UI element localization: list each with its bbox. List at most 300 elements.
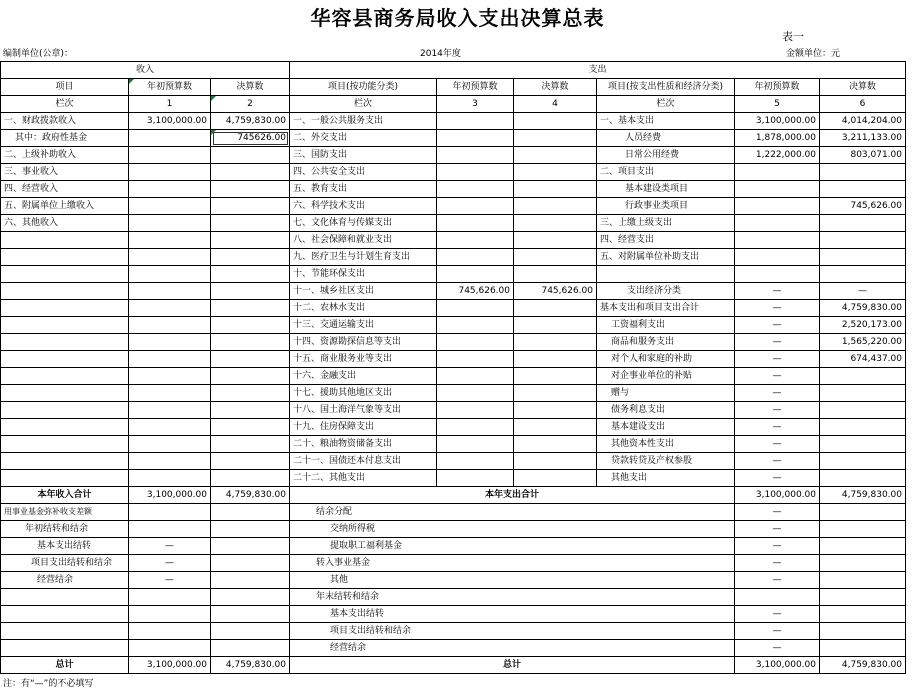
econ-budget-cell[interactable]: —: [735, 453, 820, 470]
income-budget-cell[interactable]: [129, 147, 211, 164]
income-item-cell[interactable]: 其中：政府性基金: [1, 130, 129, 147]
income-budget-cell[interactable]: [129, 164, 211, 181]
func-final-cell[interactable]: [514, 147, 597, 164]
expense-item-cell[interactable]: 年末结转和结余: [290, 589, 735, 606]
func-final-cell[interactable]: [514, 453, 597, 470]
income-budget-cell[interactable]: [129, 589, 211, 606]
table-row: [1, 453, 906, 470]
expense-final-cell[interactable]: [820, 589, 906, 606]
table-row: [1, 402, 906, 419]
func-budget-cell[interactable]: 745,626.00: [437, 283, 514, 300]
econ-expense-item-cell[interactable]: 对个人和家庭的补助: [597, 351, 735, 368]
income-final-cell[interactable]: [211, 504, 290, 521]
func-final-cell[interactable]: [514, 249, 597, 266]
expense-total-final[interactable]: 4,759,830.00: [820, 487, 906, 504]
econ-budget-cell[interactable]: —: [735, 402, 820, 419]
income-final-cell[interactable]: [211, 589, 290, 606]
econ-final-cell[interactable]: [820, 232, 906, 249]
expense-budget-cell[interactable]: —: [735, 572, 820, 589]
income-final-cell[interactable]: [211, 623, 290, 640]
unit-label: 编制单位(公章)：: [3, 49, 74, 59]
income-budget-cell[interactable]: [129, 266, 211, 283]
grand-total-label[interactable]: 总计: [290, 657, 735, 674]
expense-final-cell[interactable]: [820, 538, 906, 555]
func-expense-item-cell[interactable]: 七、文化体育与传媒支出: [290, 215, 437, 232]
func-budget-cell[interactable]: [437, 164, 514, 181]
income-item-cell[interactable]: 三、事业收入: [1, 164, 129, 181]
income-budget-cell[interactable]: [129, 436, 211, 453]
func-budget-cell[interactable]: [437, 402, 514, 419]
income-item-cell[interactable]: [1, 419, 129, 436]
func-final-cell[interactable]: [514, 470, 597, 487]
col-budget-header[interactable]: 年初预算数: [129, 79, 211, 96]
func-expense-item-cell[interactable]: 六、科学技术支出: [290, 198, 437, 215]
row-no-label[interactable]: 栏次: [290, 96, 437, 113]
econ-expense-item-cell[interactable]: 五、对附属单位补助支出: [597, 249, 735, 266]
income-final-cell[interactable]: [211, 198, 290, 215]
func-budget-cell[interactable]: [437, 470, 514, 487]
col-econ-item-header[interactable]: 项目(按支出性质和经济分类): [597, 79, 735, 96]
func-budget-cell[interactable]: [437, 334, 514, 351]
income-item-cell[interactable]: 经营结余: [1, 572, 129, 589]
func-expense-item-cell[interactable]: 二十二、其他支出: [290, 470, 437, 487]
income-item-cell[interactable]: [1, 249, 129, 266]
col-number[interactable]: 1: [129, 96, 211, 113]
expense-final-cell[interactable]: [820, 572, 906, 589]
grand-total-expense-budget[interactable]: 3,100,000.00: [735, 657, 820, 674]
func-expense-item-cell[interactable]: 十五、商业服务业等支出: [290, 351, 437, 368]
grand-total-expense-final[interactable]: 4,759,830.00: [820, 657, 906, 674]
grand-total-income-final[interactable]: 4,759,830.00: [211, 657, 290, 674]
col-number[interactable]: 5: [735, 96, 820, 113]
expense-budget-cell[interactable]: —: [735, 504, 820, 521]
expense-item-cell[interactable]: 结余分配: [290, 504, 735, 521]
expense-item-cell[interactable]: 其他: [290, 572, 735, 589]
econ-expense-item-cell[interactable]: 商品和服务支出: [597, 334, 735, 351]
income-final-cell[interactable]: [211, 572, 290, 589]
econ-budget-cell[interactable]: [735, 249, 820, 266]
func-budget-cell[interactable]: [437, 266, 514, 283]
func-expense-item-cell[interactable]: 十一、城乡社区支出: [290, 283, 437, 300]
income-item-cell[interactable]: [1, 623, 129, 640]
col-number[interactable]: 2: [211, 96, 290, 113]
econ-final-cell[interactable]: —: [820, 283, 906, 300]
econ-final-cell[interactable]: [820, 215, 906, 232]
func-expense-item-cell[interactable]: 十九、住房保障支出: [290, 419, 437, 436]
econ-budget-cell[interactable]: 3,100,000.00: [735, 113, 820, 130]
econ-budget-cell[interactable]: [735, 181, 820, 198]
econ-expense-item-cell[interactable]: 赠与: [597, 385, 735, 402]
grand-total-label[interactable]: 总计: [1, 657, 129, 674]
func-final-cell[interactable]: [514, 419, 597, 436]
func-expense-item-cell[interactable]: 十八、国土海洋气象等支出: [290, 402, 437, 419]
income-final-cell[interactable]: [211, 453, 290, 470]
func-final-cell[interactable]: [514, 436, 597, 453]
income-final-cell[interactable]: 4,759,830.00: [211, 113, 290, 130]
econ-expense-item-cell[interactable]: 基本支出和项目支出合计: [597, 300, 735, 317]
func-budget-cell[interactable]: [437, 351, 514, 368]
econ-final-cell[interactable]: [820, 368, 906, 385]
econ-expense-item-cell[interactable]: 其他资本性支出: [597, 436, 735, 453]
income-budget-cell[interactable]: —: [129, 538, 211, 555]
expense-item-cell[interactable]: 交纳所得税: [290, 521, 735, 538]
income-item-cell[interactable]: 二、上级补助收入: [1, 147, 129, 164]
econ-expense-item-cell[interactable]: 四、经营支出: [597, 232, 735, 249]
func-budget-cell[interactable]: [437, 300, 514, 317]
func-budget-cell[interactable]: [437, 181, 514, 198]
income-final-cell[interactable]: [211, 300, 290, 317]
econ-final-cell[interactable]: [820, 402, 906, 419]
expense-final-cell[interactable]: [820, 555, 906, 572]
func-final-cell[interactable]: [514, 198, 597, 215]
income-budget-cell[interactable]: 3,100,000.00: [129, 113, 211, 130]
income-final-cell[interactable]: [211, 317, 290, 334]
table-row: [1, 334, 906, 351]
expense-final-cell[interactable]: [820, 521, 906, 538]
func-final-cell[interactable]: [514, 232, 597, 249]
income-final-cell[interactable]: [211, 249, 290, 266]
income-budget-cell[interactable]: [129, 283, 211, 300]
func-final-cell[interactable]: 745,626.00: [514, 283, 597, 300]
income-item-cell[interactable]: [1, 402, 129, 419]
econ-expense-item-cell[interactable]: 债务利息支出: [597, 402, 735, 419]
econ-final-cell[interactable]: 1,565,220.00: [820, 334, 906, 351]
func-expense-item-cell[interactable]: 十二、农林水支出: [290, 300, 437, 317]
income-final-cell[interactable]: [211, 147, 290, 164]
income-item-cell[interactable]: [1, 266, 129, 283]
col-budget-header[interactable]: 年初预算数: [437, 79, 514, 96]
func-final-cell[interactable]: [514, 317, 597, 334]
func-final-cell[interactable]: [514, 266, 597, 283]
expense-budget-cell[interactable]: —: [735, 623, 820, 640]
col-final-header[interactable]: 决算数: [820, 79, 906, 96]
expense-budget-cell[interactable]: —: [735, 640, 820, 657]
func-expense-item-cell[interactable]: 九、医疗卫生与计划生育支出: [290, 249, 437, 266]
func-expense-item-cell[interactable]: 十三、交通运输支出: [290, 317, 437, 334]
income-budget-cell[interactable]: [129, 368, 211, 385]
econ-final-cell[interactable]: [820, 181, 906, 198]
econ-expense-item-cell[interactable]: 人员经费: [597, 130, 735, 147]
econ-budget-cell[interactable]: —: [735, 351, 820, 368]
func-expense-item-cell[interactable]: 十、节能环保支出: [290, 266, 437, 283]
econ-expense-item-cell[interactable]: 三、上缴上级支出: [597, 215, 735, 232]
row-no-label[interactable]: 栏次: [1, 96, 129, 113]
income-budget-cell[interactable]: [129, 232, 211, 249]
expense-final-cell[interactable]: [820, 640, 906, 657]
econ-expense-item-cell[interactable]: 二、项目支出: [597, 164, 735, 181]
income-item-cell[interactable]: [1, 385, 129, 402]
table-row: [1, 147, 906, 164]
econ-final-cell[interactable]: [820, 164, 906, 181]
income-budget-cell[interactable]: [129, 334, 211, 351]
income-budget-cell[interactable]: —: [129, 555, 211, 572]
econ-final-cell[interactable]: [820, 419, 906, 436]
func-expense-item-cell[interactable]: 十七、援助其他地区支出: [290, 385, 437, 402]
econ-budget-cell[interactable]: —: [735, 317, 820, 334]
func-expense-item-cell[interactable]: 四、公共安全支出: [290, 164, 437, 181]
income-budget-cell[interactable]: [129, 385, 211, 402]
income-final-cell[interactable]: 745626.00: [211, 130, 290, 147]
econ-final-cell[interactable]: 4,014,204.00: [820, 113, 906, 130]
table-row: [1, 249, 906, 266]
grand-total-income-budget[interactable]: 3,100,000.00: [129, 657, 211, 674]
income-total-budget[interactable]: 3,100,000.00: [129, 487, 211, 504]
econ-expense-item-cell[interactable]: 行政事业类项目: [597, 198, 735, 215]
func-expense-item-cell[interactable]: 三、国防支出: [290, 147, 437, 164]
income-budget-cell[interactable]: [129, 606, 211, 623]
econ-budget-cell[interactable]: —: [735, 470, 820, 487]
econ-final-cell[interactable]: 803,071.00: [820, 147, 906, 164]
income-budget-cell[interactable]: [129, 317, 211, 334]
table-row: [1, 266, 906, 283]
expense-item-cell[interactable]: 提取职工福利基金: [290, 538, 735, 555]
income-item-cell[interactable]: 基本支出结转: [1, 538, 129, 555]
expense-item-cell[interactable]: 转入事业基金: [290, 555, 735, 572]
func-expense-item-cell[interactable]: 十四、资源勘探信息等支出: [290, 334, 437, 351]
col-final-header[interactable]: 决算数: [514, 79, 597, 96]
func-budget-cell[interactable]: [437, 249, 514, 266]
econ-expense-item-cell[interactable]: 一、基本支出: [597, 113, 735, 130]
income-item-cell[interactable]: [1, 351, 129, 368]
income-final-cell[interactable]: [211, 266, 290, 283]
income-final-cell[interactable]: [211, 402, 290, 419]
table-row: [1, 351, 906, 368]
col-budget-header[interactable]: 年初预算数: [735, 79, 820, 96]
col-item-header[interactable]: 项目: [1, 79, 129, 96]
func-budget-cell[interactable]: [437, 453, 514, 470]
func-expense-item-cell[interactable]: 二、外交支出: [290, 130, 437, 147]
expense-final-cell[interactable]: [820, 606, 906, 623]
func-budget-cell[interactable]: [437, 368, 514, 385]
econ-budget-cell[interactable]: [735, 215, 820, 232]
econ-expense-item-cell[interactable]: 基本建设支出: [597, 419, 735, 436]
func-expense-item-cell[interactable]: 二十、粮油物资储备支出: [290, 436, 437, 453]
income-item-cell[interactable]: [1, 283, 129, 300]
expense-budget-cell[interactable]: [735, 589, 820, 606]
income-final-cell[interactable]: [211, 470, 290, 487]
econ-final-cell[interactable]: [820, 385, 906, 402]
expense-budget-cell[interactable]: —: [735, 538, 820, 555]
income-item-cell[interactable]: 项目支出结转和结余: [1, 555, 129, 572]
income-total-final[interactable]: 4,759,830.00: [211, 487, 290, 504]
income-item-cell[interactable]: 六、其他收入: [1, 215, 129, 232]
income-budget-cell[interactable]: [129, 470, 211, 487]
econ-budget-cell[interactable]: —: [735, 283, 820, 300]
econ-final-cell[interactable]: 674,437.00: [820, 351, 906, 368]
income-budget-cell[interactable]: [129, 351, 211, 368]
func-budget-cell[interactable]: [437, 198, 514, 215]
income-budget-cell[interactable]: [129, 130, 211, 147]
func-final-cell[interactable]: [514, 402, 597, 419]
econ-expense-item-cell[interactable]: 日常公用经费: [597, 147, 735, 164]
income-item-cell[interactable]: [1, 640, 129, 657]
func-budget-cell[interactable]: [437, 436, 514, 453]
expense-budget-cell[interactable]: —: [735, 521, 820, 538]
expense-item-cell[interactable]: 基本支出结转: [290, 606, 735, 623]
income-item-cell[interactable]: [1, 334, 129, 351]
func-budget-cell[interactable]: [437, 215, 514, 232]
func-final-cell[interactable]: [514, 130, 597, 147]
table-row: [1, 164, 906, 181]
func-final-cell[interactable]: [514, 385, 597, 402]
func-budget-cell[interactable]: [437, 147, 514, 164]
income-final-cell[interactable]: [211, 385, 290, 402]
func-expense-item-cell[interactable]: 八、社会保障和就业支出: [290, 232, 437, 249]
expense-final-cell[interactable]: [820, 504, 906, 521]
income-item-cell[interactable]: [1, 453, 129, 470]
func-final-cell[interactable]: [514, 215, 597, 232]
income-item-cell[interactable]: 四、经营收入: [1, 181, 129, 198]
func-budget-cell[interactable]: [437, 385, 514, 402]
income-item-cell[interactable]: 五、附属单位上缴收入: [1, 198, 129, 215]
econ-expense-item-cell[interactable]: 基本建设类项目: [597, 181, 735, 198]
income-item-cell[interactable]: [1, 589, 129, 606]
econ-budget-cell[interactable]: 1,878,000.00: [735, 130, 820, 147]
econ-final-cell[interactable]: [820, 453, 906, 470]
income-budget-cell[interactable]: [129, 623, 211, 640]
econ-budget-cell[interactable]: —: [735, 419, 820, 436]
func-budget-cell[interactable]: [437, 113, 514, 130]
econ-expense-item-cell[interactable]: 支出经济分类: [597, 283, 735, 300]
income-budget-cell[interactable]: [129, 215, 211, 232]
econ-expense-item-cell[interactable]: 贷款转贷及产权参股: [597, 453, 735, 470]
func-budget-cell[interactable]: [437, 419, 514, 436]
income-budget-cell[interactable]: [129, 504, 211, 521]
income-item-cell[interactable]: [1, 436, 129, 453]
econ-budget-cell[interactable]: —: [735, 300, 820, 317]
econ-budget-cell[interactable]: [735, 198, 820, 215]
table-row: [1, 436, 906, 453]
func-expense-item-cell[interactable]: 一、一般公共服务支出: [290, 113, 437, 130]
econ-budget-cell[interactable]: —: [735, 334, 820, 351]
income-budget-cell[interactable]: [129, 640, 211, 657]
func-final-cell[interactable]: [514, 368, 597, 385]
income-budget-cell[interactable]: [129, 198, 211, 215]
econ-budget-cell[interactable]: [735, 164, 820, 181]
table-row: [1, 470, 906, 487]
econ-budget-cell[interactable]: —: [735, 368, 820, 385]
income-budget-cell[interactable]: [129, 181, 211, 198]
func-expense-item-cell[interactable]: 五、教育支出: [290, 181, 437, 198]
income-final-cell[interactable]: [211, 351, 290, 368]
income-final-cell[interactable]: [211, 521, 290, 538]
income-budget-cell[interactable]: [129, 521, 211, 538]
econ-budget-cell[interactable]: —: [735, 385, 820, 402]
table-row: [1, 504, 906, 521]
expense-budget-cell[interactable]: —: [735, 555, 820, 572]
income-total-label[interactable]: 本年收入合计: [1, 487, 129, 504]
income-final-cell[interactable]: [211, 606, 290, 623]
expense-total-budget[interactable]: 3,100,000.00: [735, 487, 820, 504]
income-final-cell[interactable]: [211, 283, 290, 300]
table-row: [1, 623, 906, 640]
expense-item-cell[interactable]: 项目支出结转和结余: [290, 623, 735, 640]
income-budget-cell[interactable]: [129, 402, 211, 419]
func-budget-cell[interactable]: [437, 317, 514, 334]
expense-item-cell[interactable]: 经营结余: [290, 640, 735, 657]
expense-final-cell[interactable]: [820, 623, 906, 640]
func-expense-item-cell[interactable]: 十六、金融支出: [290, 368, 437, 385]
row-number-row: [1, 96, 906, 113]
func-budget-cell[interactable]: [437, 130, 514, 147]
func-final-cell[interactable]: [514, 181, 597, 198]
expense-section-header[interactable]: 支出: [290, 62, 906, 79]
func-final-cell[interactable]: [514, 334, 597, 351]
income-item-cell[interactable]: [1, 300, 129, 317]
econ-budget-cell[interactable]: 1,222,000.00: [735, 147, 820, 164]
econ-expense-item-cell[interactable]: 工资福利支出: [597, 317, 735, 334]
income-budget-cell[interactable]: [129, 300, 211, 317]
func-final-cell[interactable]: [514, 113, 597, 130]
econ-final-cell[interactable]: [820, 470, 906, 487]
func-final-cell[interactable]: [514, 164, 597, 181]
income-final-cell[interactable]: [211, 334, 290, 351]
func-expense-item-cell[interactable]: 二十一、国债还本付息支出: [290, 453, 437, 470]
income-final-cell[interactable]: [211, 232, 290, 249]
income-item-cell[interactable]: 用事业基金弥补收支差额: [1, 504, 129, 521]
expense-budget-cell[interactable]: —: [735, 606, 820, 623]
income-item-cell[interactable]: [1, 470, 129, 487]
income-final-cell[interactable]: [211, 555, 290, 572]
income-item-cell[interactable]: [1, 368, 129, 385]
row-no-label[interactable]: 栏次: [597, 96, 735, 113]
income-section-header[interactable]: 收入: [1, 62, 290, 79]
income-final-cell[interactable]: [211, 368, 290, 385]
col-number[interactable]: 6: [820, 96, 906, 113]
income-budget-cell[interactable]: [129, 453, 211, 470]
table-row: [1, 521, 906, 538]
income-final-cell[interactable]: [211, 640, 290, 657]
econ-final-cell[interactable]: [820, 249, 906, 266]
econ-final-cell[interactable]: [820, 266, 906, 283]
income-budget-cell[interactable]: [129, 419, 211, 436]
func-final-cell[interactable]: [514, 300, 597, 317]
expense-total-label[interactable]: 本年支出合计: [290, 487, 735, 504]
income-final-cell[interactable]: [211, 164, 290, 181]
econ-final-cell[interactable]: 4,759,830.00: [820, 300, 906, 317]
income-final-cell[interactable]: [211, 419, 290, 436]
income-item-cell[interactable]: [1, 606, 129, 623]
income-budget-cell[interactable]: —: [129, 572, 211, 589]
income-final-cell[interactable]: [211, 538, 290, 555]
col-func-item-header[interactable]: 项目(按功能分类): [290, 79, 437, 96]
income-item-cell[interactable]: 一、财政拨款收入: [1, 113, 129, 130]
func-final-cell[interactable]: [514, 351, 597, 368]
econ-budget-cell[interactable]: —: [735, 436, 820, 453]
col-number[interactable]: 4: [514, 96, 597, 113]
func-budget-cell[interactable]: [437, 232, 514, 249]
econ-final-cell[interactable]: 3,211,133.00: [820, 130, 906, 147]
income-budget-cell[interactable]: [129, 249, 211, 266]
income-final-cell[interactable]: [211, 181, 290, 198]
econ-budget-cell[interactable]: [735, 266, 820, 283]
income-item-cell[interactable]: [1, 317, 129, 334]
econ-expense-item-cell[interactable]: 对企事业单位的补贴: [597, 368, 735, 385]
col-number[interactable]: 3: [437, 96, 514, 113]
econ-final-cell[interactable]: [820, 436, 906, 453]
income-final-cell[interactable]: [211, 436, 290, 453]
col-final-header[interactable]: 决算数: [211, 79, 290, 96]
income-item-cell[interactable]: [1, 232, 129, 249]
econ-expense-item-cell[interactable]: 其他支出: [597, 470, 735, 487]
income-final-cell[interactable]: [211, 215, 290, 232]
income-item-cell[interactable]: 年初结转和结余: [1, 521, 129, 538]
econ-budget-cell[interactable]: [735, 232, 820, 249]
econ-final-cell[interactable]: 2,520,173.00: [820, 317, 906, 334]
econ-final-cell[interactable]: 745,626.00: [820, 198, 906, 215]
table-row: [1, 181, 906, 198]
econ-expense-item-cell[interactable]: [597, 266, 735, 283]
